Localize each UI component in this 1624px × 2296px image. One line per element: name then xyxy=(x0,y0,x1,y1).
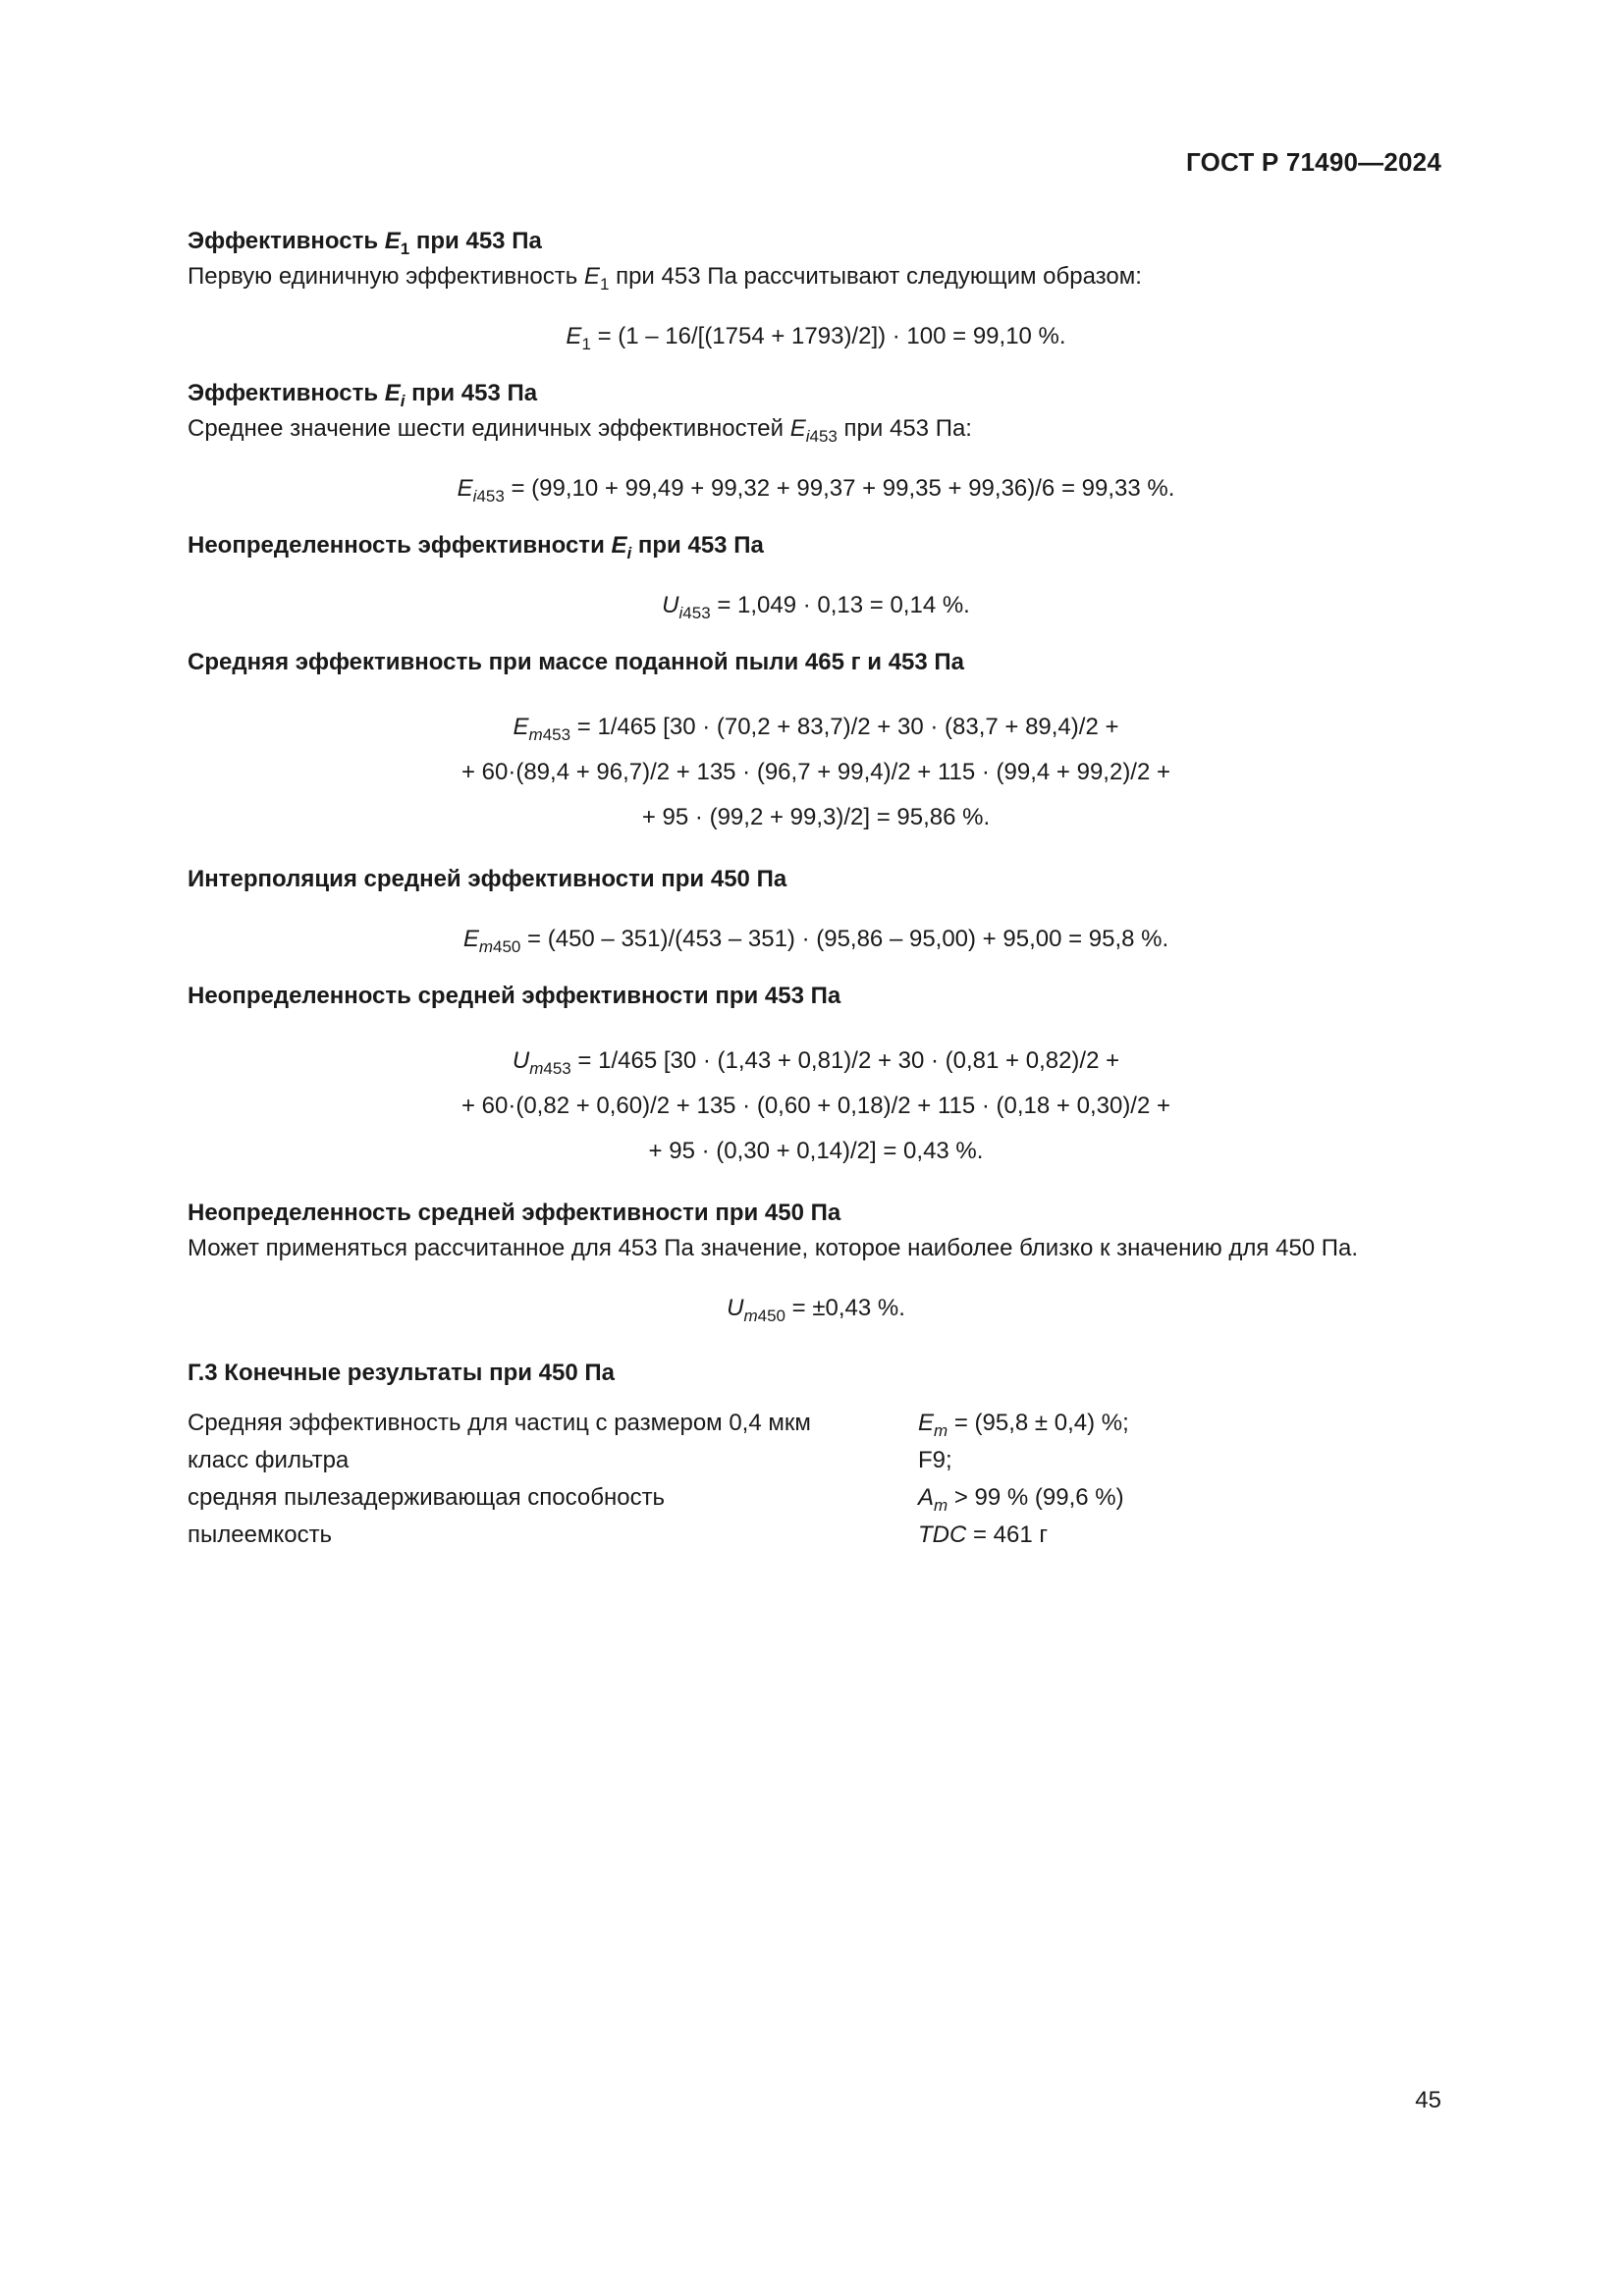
heading-em450: Интерполяция средней эффективности при 450 Па xyxy=(188,866,787,892)
results-row xyxy=(188,1405,1444,1442)
heading-ei: Эффективность $E_i$ при 453 Па xyxy=(188,380,538,410)
result-label: Средняя эффективность для частиц с размером 0,4 мкм xyxy=(188,1410,811,1436)
result-value: TDC = 461 г xyxy=(918,1522,1049,1548)
formula-em453-line1: $E_{m453} = 1/465$ [30 · (70,2 + 83,7)/2 + 30 · (83,7 + 89,4)/2 + xyxy=(513,714,1119,744)
heading-um453: Неопределенность средней эффективности при 453 Па xyxy=(188,983,841,1009)
formula-um453-line1: $U_{m453} = 1/465$ [30 · (1,43 + 0,81)/2 + 30 · (0,81 + 0,82)/2 + xyxy=(512,1047,1120,1078)
formula-e1: $E_1 = (1 - 16/[(1754 + 1793)/2]) \cdot 100 = 99,10$ %. xyxy=(566,323,1066,353)
heading-results: Г.3 Конечные результаты при 450 Па xyxy=(188,1360,615,1386)
document-id: ГОСТ Р 71490—2024 xyxy=(1186,147,1441,177)
heading-e1: Эффективность $E_1$ при 453 Па xyxy=(188,228,542,258)
formula-em453-line2: + 60·(89,4 + 96,7)/2 + 135 · (96,7 + 99,4)/2 + 115 · (99,4 + 99,2)/2 + xyxy=(460,759,1171,785)
text-ei: Среднее значение шести единичных эффективностей $E_{i453}$ при 453 Па: xyxy=(188,415,972,446)
formula-um453-line2: + 60·(0,82 + 0,60)/2 + 135 · (0,60 + 0,18)/2 + 115 · (0,18 + 0,30)/2 + xyxy=(460,1093,1171,1119)
formula-ui: $U_{i453} = 1,049 \cdot 0,13 = 0,14$ %. xyxy=(662,592,970,622)
formula-em453-line3: + 95 · (99,2 + 99,3)/2] = 95,86 %. xyxy=(641,804,991,830)
results-row xyxy=(188,1479,1444,1517)
heading-um450: Неопределенность средней эффективности при 450 Па xyxy=(188,1200,841,1226)
formula-um453-line3: + 95 · (0,30 + 0,14)/2] = 0,43 %. xyxy=(648,1138,984,1164)
results-row xyxy=(188,1517,1444,1554)
results-row xyxy=(188,1442,1444,1479)
formula-um450: $U_{m450} = \pm 0,43$ %. xyxy=(727,1295,905,1325)
document-body xyxy=(188,224,1444,1554)
results-list xyxy=(188,1405,1444,1554)
result-label: класс фильтра xyxy=(188,1447,350,1473)
result-value: $E_m = (95,8 \pm 0,4)$ %; xyxy=(918,1410,1129,1440)
result-value: F9; xyxy=(918,1447,952,1473)
result-value: $A_m > 99$ % (99,6 %) xyxy=(918,1484,1124,1515)
formula-em450: $E_{m450} = (450 - 351)/(453 - 351) \cdot (95,86 - 95,00) + 95,00 = 95,8$ %. xyxy=(462,926,1169,956)
page-number: 45 xyxy=(1415,2087,1441,2113)
result-label: средняя пылезадерживающая способность xyxy=(188,1484,666,1511)
result-label: пылеемкость xyxy=(188,1522,333,1548)
formula-em453 xyxy=(188,705,1444,840)
heading-em453: Средняя эффективность при массе поданной пыли 465 г и 453 Па xyxy=(188,649,965,675)
text-um450: Может применяться рассчитанное для 453 Па значение, которое наиболее близко к значению для 450 Па. xyxy=(188,1235,1359,1261)
text-e1: Первую единичную эффективность $E_1$ при 453 Па рассчитывают следующим образом: xyxy=(188,263,1142,294)
formula-ei: $E_{i453} = (99,10 + 99,49 + 99,32 + 99,37 + 99,35 + 99,36)/6 = 99,33$ %. xyxy=(457,475,1175,506)
formula-um453 xyxy=(188,1039,1444,1174)
heading-ui: Неопределенность эффективности $E_i$ при 453 Па xyxy=(188,532,764,562)
